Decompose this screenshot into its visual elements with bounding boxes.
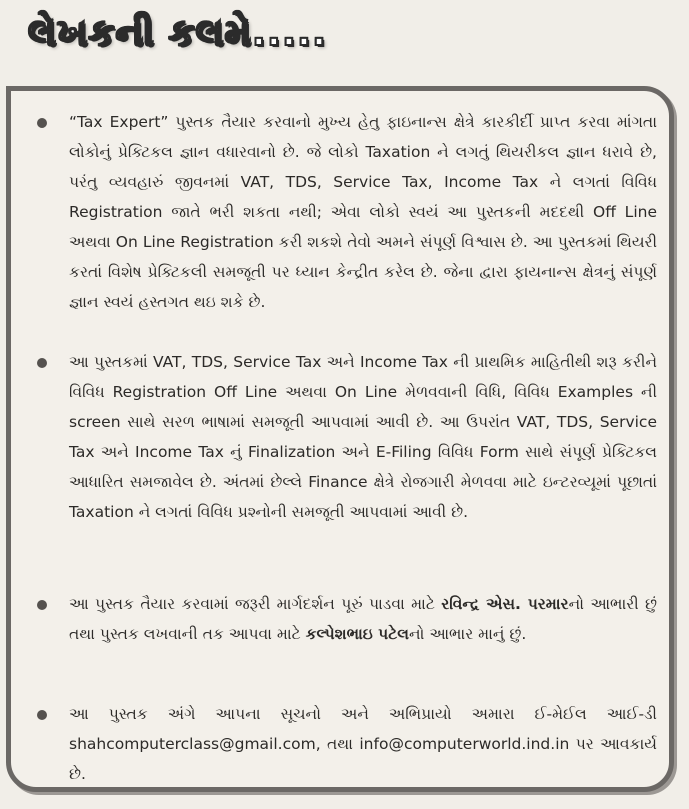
ack-text-before: આ પુસ્તક તૈયાર કરવામાં જરૂરી માર્ગદર્શન પૂરું પાડવા માટે — [69, 595, 442, 613]
bullet-icon — [37, 358, 47, 368]
bullet-icon — [37, 710, 47, 720]
content-box — [6, 86, 674, 792]
list-item-text — [69, 589, 657, 649]
list-item-text — [69, 699, 657, 789]
ack-text-middle: નો આભારી છું તથા પુસ્તક લખવાની તક આપવા માટે — [69, 595, 658, 643]
list-item-text: “Tax Expert” પુસ્તક તૈયાર કરવાનો મુખ્ય હેતુ ફાઇનાન્સ ક્ષેત્રે કારકીર્દી પ્રાપ્ત કરવા માંગતા લોકોનું પ્રેક્ટિકલ જ્ઞાન વધારવાનો છે. જે લોકો Taxation ને લગતું થિયરીકલ જ્ઞાન ધરાવે છે, પરંતુ વ્યવહારું જીવનમાં VAT, TDS, Service Tax, Income Tax ને લગતાં વિવિધ Registration જાતે ભરી શકતા નથી; એવા લોકો સ્વયં આ પુસ્તકની મદદથી Off Line અથવા On Line Registration કરી શકશે તેવો અમને સંપૂર્ણ વિશ્વાસ છે. આ પુસ્તકમાં થિયરી કરતાં વિશેષ પ્રેક્ટિકલી સમજૂતી પર ધ્યાન કેન્દ્રીત કરેલ છે. જેના દ્વારા ફાયનાન્સ ક્ષેત્રનું સંપૂર્ણ જ્ઞાન સ્વયં હસ્તગત થઇ શકે છે. — [69, 113, 657, 311]
email-link-1[interactable]: shahcomputerclass@gmail.com — [69, 735, 316, 753]
list-item-text: આ પુસ્તકમાં VAT, TDS, Service Tax અને Income Tax ની પ્રાથમિક માહિતીથી શરૂ કરીને વિવિધ Registration Off Line અથવા On Line મેળવવાની વિધિ, વિવિધ Examples ની screen સાથે સરળ ભાષામાં સમજૂતી આપવામાં આવી છે. આ ઉપરાંત VAT, TDS, Service Tax અને Income Tax નું Finalization અને E-Filing વિવિધ Form સાથે સંપૂર્ણ પ્રેક્ટિકલ આધારિત સમજાવેલ છે. અંતમાં છેલ્લે Finance ક્ષેત્રે રોજગારી મેળવવા માટે ઇન્ટરવ્યૂમાં પૂછાતાં Taxation ને લગતાં વિવિધ પ્રશ્નોની સમજૂતી આપવામાં આવી છે. — [69, 353, 657, 521]
bullet-icon — [37, 600, 47, 610]
page-title: લેખકની કલમે..... — [28, 11, 328, 54]
email-link-2[interactable]: info@computerworld.ind.in — [359, 735, 570, 753]
ack-text-after: નો આભાર માનું છું. — [408, 625, 527, 643]
contact-text-after: પર આવકાર્ય છે. — [69, 735, 657, 783]
contact-text-middle: , તથા — [315, 735, 360, 753]
contact-text-before: આ પુસ્તક અંગે આપના સૂચનો અને અભિપ્રાયો અમારા ઈ-મેઈલ આઈ-ડી — [69, 705, 657, 723]
ack-name-2: કલ્પેશભાઇ પટેલ — [305, 625, 409, 643]
bullet-icon — [37, 118, 47, 128]
ack-name-1: રવિન્દ્ર એસ. પરમાર — [441, 595, 569, 613]
